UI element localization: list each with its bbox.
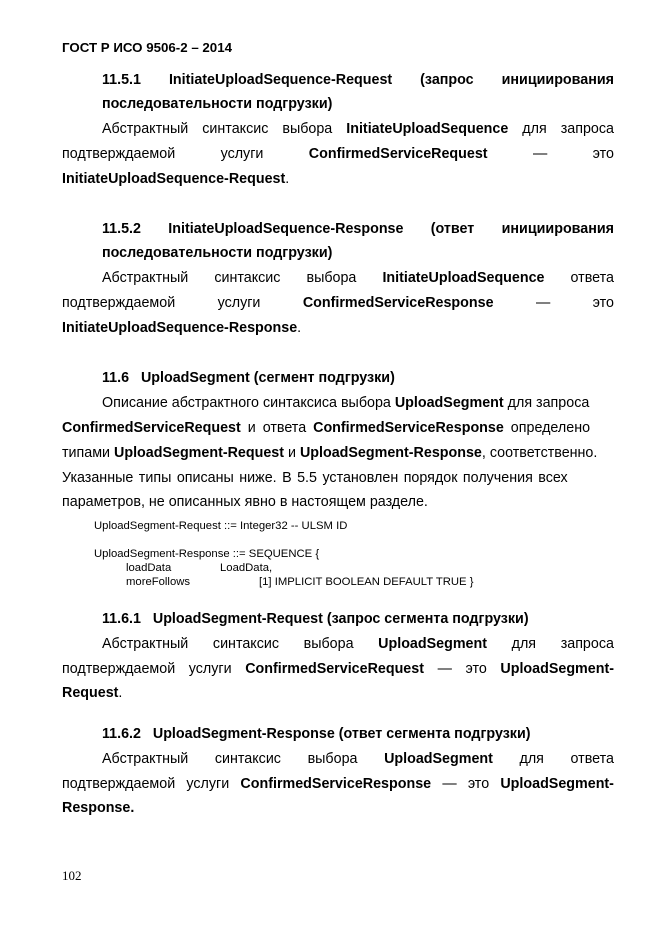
word: это <box>467 776 490 792</box>
paragraph-line <box>62 320 301 336</box>
word: это <box>592 146 614 162</box>
term: UploadSegment- <box>500 776 614 792</box>
paragraph-line <box>62 420 614 436</box>
paragraph-line <box>62 685 122 701</box>
code-line: UploadSegment-Request ::= Integer32 -- ULSM ID <box>94 520 348 532</box>
word: Абстрактный <box>102 636 189 652</box>
section-title-name: InitiateUploadSequence-Response <box>168 221 404 237</box>
term: UploadSegment-Request <box>114 445 285 461</box>
section-11-6-heading <box>102 370 395 386</box>
word: для <box>519 751 544 767</box>
punctuation: . <box>118 685 123 701</box>
word: выбора <box>303 636 354 652</box>
word: для <box>522 121 547 137</box>
dash: — <box>532 146 548 162</box>
text: Описание абстрактного синтаксиса выбора <box>102 395 395 411</box>
section-11-6-2-heading <box>102 726 531 742</box>
punctuation: . <box>285 171 290 187</box>
word: синтаксис <box>212 636 279 652</box>
term: Response. <box>62 800 135 816</box>
section-title-word: инициирования <box>501 221 614 237</box>
text: и <box>284 445 300 461</box>
word: выбора <box>306 270 357 286</box>
paragraph-line <box>62 661 614 677</box>
word: подтверждаемой <box>62 146 176 162</box>
word: синтаксис <box>214 270 281 286</box>
paragraph-line <box>102 270 614 286</box>
code-token: [1] IMPLICIT BOOLEAN DEFAULT TRUE } <box>259 576 474 588</box>
term: Request <box>62 685 119 701</box>
paragraph-line <box>62 295 614 311</box>
word: запроса <box>560 121 614 137</box>
punctuation: . <box>297 320 302 336</box>
section-title: 11.6.2 UploadSegment-Response (ответ сегмента подгрузки) <box>102 726 531 742</box>
word: Абстрактный <box>102 751 189 767</box>
paragraph-line <box>102 751 614 767</box>
section-title-word: инициирования <box>501 72 614 88</box>
word: выбора <box>282 121 333 137</box>
word: это <box>465 661 487 677</box>
word: выбора <box>307 751 358 767</box>
section-title-continuation: последовательности подгрузки) <box>102 96 333 112</box>
text: и ответа <box>240 420 314 436</box>
word: это <box>592 295 614 311</box>
term: InitiateUploadSequence <box>382 270 545 286</box>
paragraph-line <box>62 171 289 187</box>
term: InitiateUploadSequence-Request <box>62 171 286 187</box>
word: подтверждаемой <box>62 776 176 792</box>
text: для запроса <box>503 395 590 411</box>
section-title-name: InitiateUploadSequence-Request <box>168 72 393 88</box>
word: ответа <box>570 751 614 767</box>
section-11-5-1-heading <box>102 72 614 88</box>
term: ConfirmedServiceResponse <box>302 295 494 311</box>
term: ConfirmedServiceResponse <box>313 420 504 436</box>
page-number: 102 <box>62 868 82 883</box>
section-title-word: (ответ <box>430 221 475 237</box>
section-title-word: (запрос <box>420 72 474 88</box>
word: синтаксис <box>214 751 281 767</box>
section-title: 11.6 UploadSegment (сегмент подгрузки) <box>102 370 395 386</box>
term: UploadSegment- <box>500 661 614 677</box>
text: , соответственно. <box>481 445 598 461</box>
term: InitiateUploadSequence-Response <box>62 320 298 336</box>
section-11-5-2-heading <box>102 221 614 237</box>
text: определено <box>503 420 591 436</box>
paragraph-line <box>62 445 614 461</box>
word: услуги <box>186 776 230 792</box>
section-11-5-1-heading-line2 <box>102 96 332 112</box>
section-11-5-2-heading-line2 <box>102 245 332 261</box>
dash: — <box>437 661 452 677</box>
word: Абстрактный <box>102 121 189 137</box>
term: UploadSegment-Response <box>299 445 482 461</box>
term: UploadSegment <box>384 751 493 767</box>
document-header: ГОСТ Р ИСО 9506-2 – 2014 <box>62 40 232 55</box>
dash: — <box>535 295 551 311</box>
section-title-continuation: последовательности подгрузки) <box>102 245 333 261</box>
word: синтаксис <box>202 121 269 137</box>
term: ConfirmedServiceRequest <box>245 661 424 677</box>
paragraph-line <box>102 636 614 652</box>
code-token: LoadData, <box>220 562 273 574</box>
paragraph-line: Указанные типы описаны ниже. В 5.5 установлен порядок получения всех <box>62 470 568 486</box>
paragraph-line <box>62 800 134 816</box>
term: UploadSegment <box>394 395 504 411</box>
word: запроса <box>560 636 614 652</box>
term: UploadSegment <box>378 636 487 652</box>
dash: — <box>442 776 457 792</box>
word: подтверждаемой <box>62 295 176 311</box>
text: типами <box>62 445 115 461</box>
word: Абстрактный <box>102 270 189 286</box>
code-line: UploadSegment-Response ::= SEQUENCE { <box>94 548 320 560</box>
word: для <box>511 636 537 652</box>
term: ConfirmedServiceResponse <box>240 776 432 792</box>
section-number: 11.5.1 <box>102 72 141 88</box>
section-11-6-1-heading <box>102 611 529 627</box>
word: ответа <box>570 270 614 286</box>
paragraph-line: параметров, не описанных явно в настоящем разделе. <box>62 494 428 510</box>
section-number: 11.5.2 <box>102 221 141 237</box>
term: ConfirmedServiceRequest <box>62 420 241 436</box>
code-token: loadData <box>126 562 172 574</box>
term: ConfirmedServiceRequest <box>308 146 488 162</box>
word: услуги <box>217 295 261 311</box>
word: подтверждаемой <box>62 661 176 677</box>
paragraph-line <box>102 121 614 137</box>
term: InitiateUploadSequence <box>346 121 509 137</box>
paragraph-line <box>102 395 614 411</box>
paragraph-line <box>62 776 614 792</box>
word: услуги <box>220 146 264 162</box>
code-token: moreFollows <box>126 576 191 588</box>
section-title: 11.6.1 UploadSegment-Request (запрос сегмента подгрузки) <box>102 611 529 627</box>
word: услуги <box>188 661 232 677</box>
paragraph-line <box>62 146 614 162</box>
